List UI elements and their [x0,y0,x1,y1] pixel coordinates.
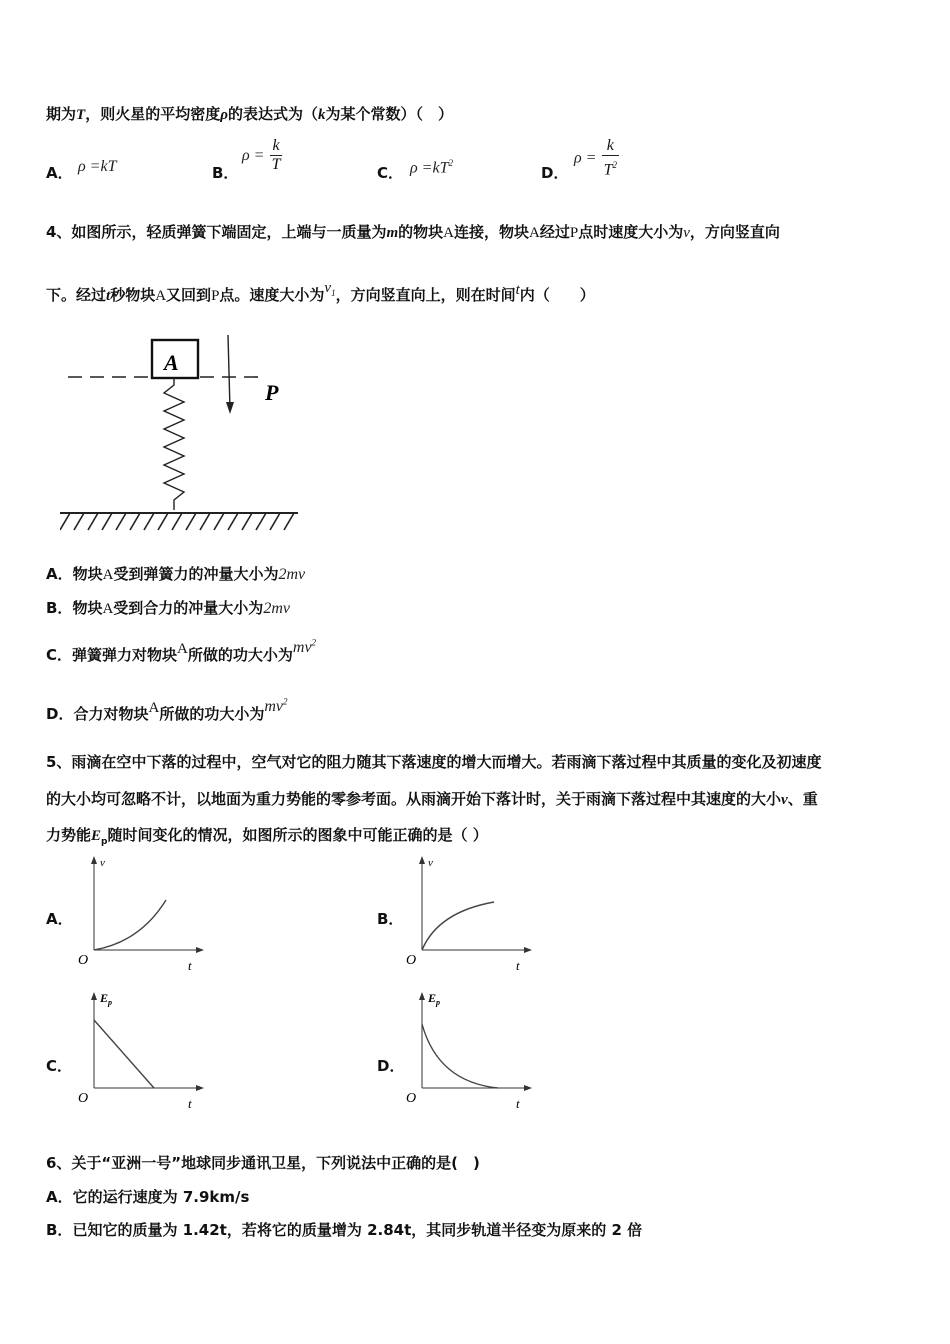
q5-option-c[interactable]: C． [46,1057,73,1075]
graph-a [70,852,210,974]
q3-option-d-expr: ρ = $\frac{k}{T^2}$ [574,137,617,179]
curve-d [422,1024,498,1088]
q6-stem: 6、关于“亚洲一号”地球同步通讯卫星，下列说法中正确的是( ) [46,1154,480,1172]
curve-b [422,902,494,950]
graph-c [70,988,210,1110]
svg-text:O: O [78,1091,89,1106]
svg-text:O: O [78,953,89,968]
q3-option-d[interactable]: D． [541,164,569,182]
spring-figure [60,330,310,540]
q4-option-b[interactable]: B．物块A受到合力的冲量大小为2mv [46,599,290,617]
q5-option-d[interactable]: D． [377,1057,405,1075]
svg-text:t: t [188,958,192,973]
q6-option-b[interactable]: B．已知它的质量为 1.42t，若将它的质量增为 2.84t，其同步轨道半径变为原来的 2 倍 [46,1221,643,1239]
block-a-label: A [164,350,179,375]
curve-a [94,900,166,950]
q3-option-c-expr: $\rho =kT^2$ [410,158,453,177]
svg-text:t: t [516,958,520,973]
q4-option-c[interactable]: C．弹簧弹力对物块A所做的功大小为$mv^2$ [46,637,317,664]
q5-stem-line2: 的大小均可忽略不计，以地面为重力势能的零参考面。从雨滴开始下落计时，关于雨滴下落过程中其速度的大小v、重 [46,790,818,808]
q5-option-a[interactable]: A． [46,910,73,928]
q3-option-c[interactable]: C． [377,164,404,182]
q3-stem: 期为T，则火星的平均密度ρ的表达式为（k为某个常数）（ ） [46,105,453,123]
svg-text:t: t [188,1096,192,1110]
svg-text:O: O [406,953,417,968]
q5-stem-line3: 力势能$E_p$随时间变化的情况，如图所示的图象中可能正确的是（ ） [46,826,488,847]
q5-option-b[interactable]: B． [377,910,404,928]
svg-text:Ep: $E_p$ [428,991,441,1007]
q4-option-d[interactable]: D．合力对物块A所做的功大小为$mv^2$ [46,696,288,723]
q4-stem-line1: 4、如图所示，轻质弹簧下端固定，上端与一质量为m的物块A连接，物块A经过P点时速度大小为v，方向竖直向 [46,223,780,241]
q4-option-a[interactable]: A．物块A受到弹簧力的冲量大小为2mv [46,565,306,583]
velocity-arrow [228,335,230,410]
q5-stem-line1: 5、雨滴在空中下落的过程中，空气对它的阻力随其下落速度的增大而增大。若雨滴下落过程中其质量的变化及初速度 [46,753,822,771]
svg-text:v: v [100,857,105,869]
q3-option-a-expr: ρ =kT [78,158,117,175]
velocity-arrowhead [226,402,234,414]
point-p-label: P [265,380,279,405]
q4-stem-line2: 下。经过t秒物块A又回到P点。速度大小为$v_1$，方向竖直向上，则在时间t内（ ） [46,280,595,304]
graph-d [398,988,538,1110]
q3-option-b[interactable]: B． [212,164,239,182]
svg-text:Ep: $E_p$ [100,991,113,1007]
svg-text:t: t [516,1096,520,1110]
q6-option-a[interactable]: A．它的运行速度为 7.9km/s [46,1188,250,1206]
ground-hatch [60,513,294,530]
svg-text:O: O [406,1091,417,1106]
svg-text:v: v [428,857,433,869]
q3-option-b-expr: ρ = $\frac{k}{T}$ [242,137,281,173]
q3-option-a[interactable]: A． [46,164,73,182]
curve-c [94,1020,154,1088]
graph-b [398,852,538,974]
spring [164,378,184,510]
